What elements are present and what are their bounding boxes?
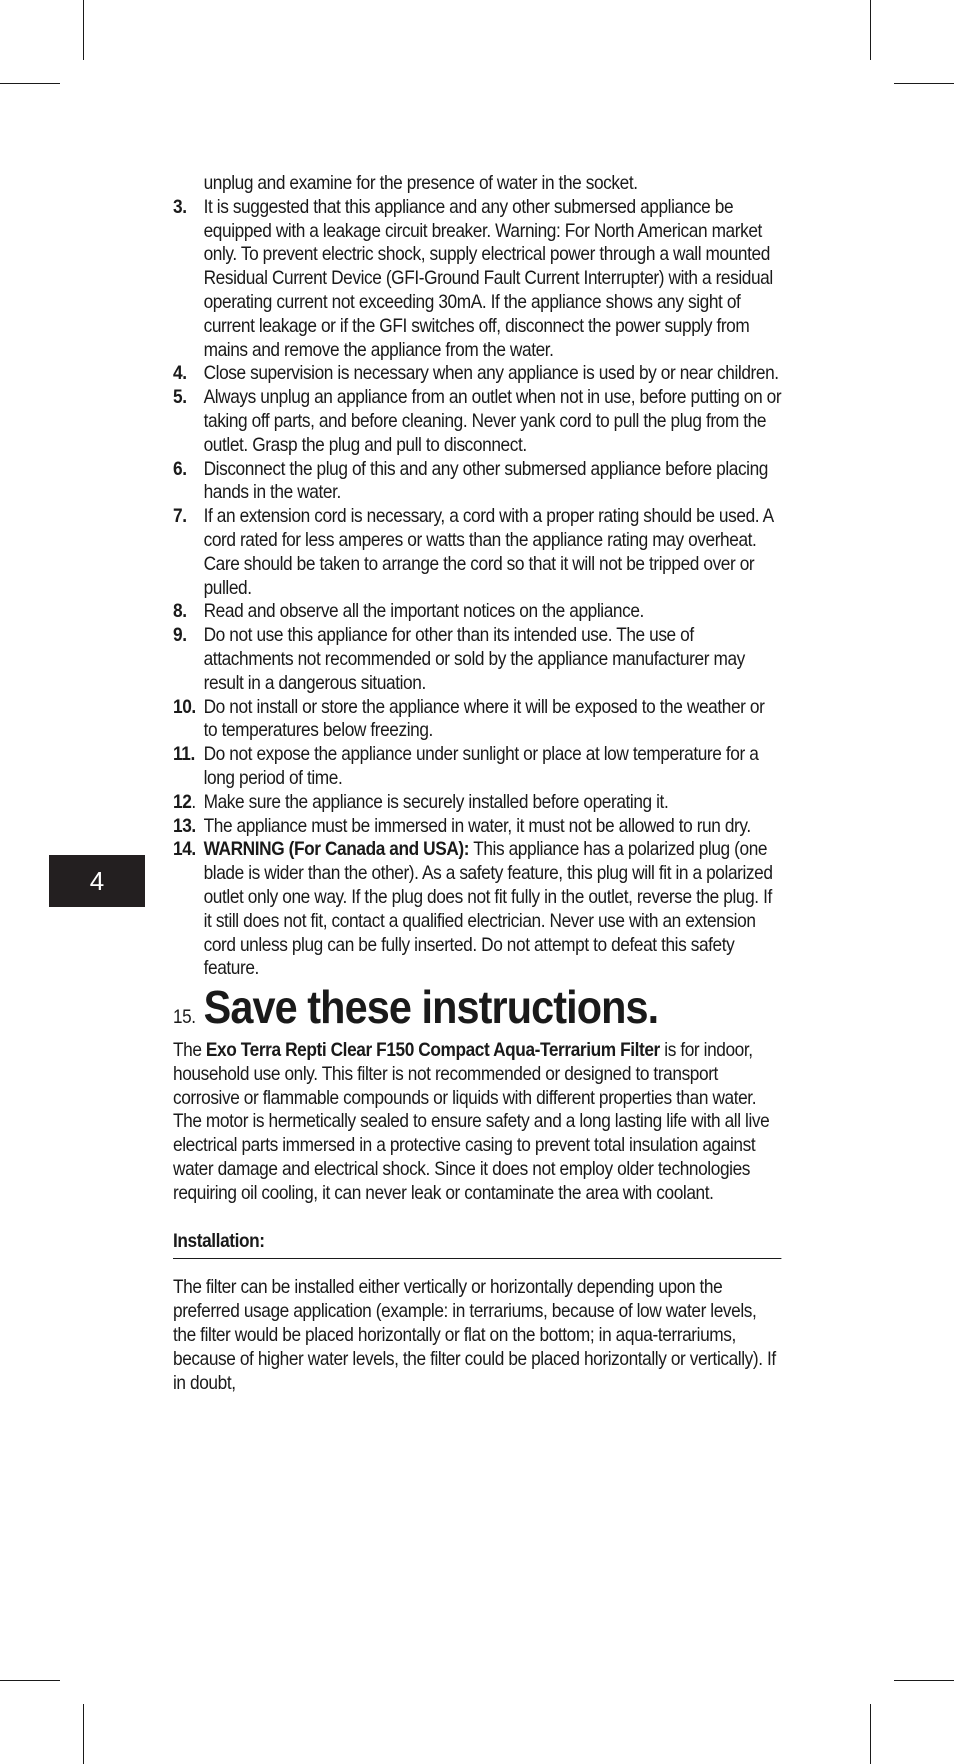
save-instructions-row xyxy=(173,981,781,1033)
item-text: If an extension cord is necessary, a cord with a proper rating should be used. A cord rated for less amperes or watts than the appliance rating may overheat. Care should be taken to arrange the cord so that it will not be tripped over or pulled. xyxy=(203,506,773,599)
item-text: Close supervision is necessary when any appliance is used by or near children. xyxy=(203,363,779,385)
item-text: Make sure the appliance is securely installed before operating it. xyxy=(203,791,669,813)
item-number: 7. xyxy=(173,506,187,528)
description-prefix: The xyxy=(173,1040,206,1062)
item-text: Do not use this appliance for other than its intended use. The use of attachments not recommended or sold by the appliance manufacturer may result in a dangerous situation. xyxy=(203,625,745,694)
item-text: Do not install or store the appliance where it will be exposed to the weather or to temperatures below freezing. xyxy=(203,696,765,742)
item-number: 9. xyxy=(173,625,187,647)
list-item xyxy=(173,505,781,600)
item-text: Do not expose the appliance under sunlight or place at low temperature for a long period of time. xyxy=(203,744,759,789)
item-number: 14. xyxy=(173,839,196,861)
description-text: is for indoor, household use only. This filter is not recommended or designed to transport corrosive or flammable compounds or liquids with different properties than water. The motor is hermetically sealed to ensure safety and a long lasting life with all live electrical parts immersed in a protective casing to prevent total insulation against water damage and electrical shock. Since it does not employ older technologies requiring oil cooling, it can never leak or contaminate the area with coolant. xyxy=(173,1040,770,1204)
crop-mark-bottom-right-horizontal xyxy=(894,1680,954,1681)
item-number: 13. xyxy=(173,815,196,837)
list-item xyxy=(173,815,781,839)
item-number-digits: 12 xyxy=(173,791,192,813)
crop-mark-top-right-horizontal xyxy=(894,83,954,84)
warning-text: This appliance has a polarized plug (one blade is wider than the other). As a safety feature, this plug will fit in a polarized outlet only one way. If the plug does not fit fully in the outlet, reverse the plug. If it still does not fit, contact a qualified electrician. Never use with an extension cord unless plug can be fully inserted. Do not attempt to defeat this safety feature. xyxy=(203,839,773,980)
item-number: 8. xyxy=(173,601,187,623)
item-text: It is suggested that this appliance and any other submersed appliance be equipped with a leakage circuit breaker. Warning: For North American market only. To prevent electric shock, supply electrical power through a wall mounted Residual Current Device (GFI-Ground Fault Current Interrupter) with a residual operating current not exceeding 30mA. If the appliance shows any sight of current leakage or if the GFI switches off, disconnect the power supply from mains and remove the appliance from the water. xyxy=(203,196,773,361)
item-text: The appliance must be immersed in water, it must not be allowed to run dry. xyxy=(203,815,751,837)
list-item xyxy=(173,196,781,363)
crop-mark-bottom-left-horizontal xyxy=(0,1680,60,1681)
continuation-text: unplug and examine for the presence of water in the socket. xyxy=(203,173,638,194)
list-item xyxy=(173,386,781,457)
installation-heading: Installation: xyxy=(173,1230,265,1252)
list-item xyxy=(173,600,781,624)
section-divider xyxy=(173,1258,781,1259)
warning-label: WARNING (For Canada and USA): xyxy=(203,839,470,861)
item-text: Always unplug an appliance from an outlet when not in use, before putting on or taking off parts, and before cleaning. Never yank cord to pull the plug from the outlet. Grasp the plug and pull to disconnect. xyxy=(203,387,782,456)
item-number: 10. xyxy=(173,696,196,718)
list-item xyxy=(173,838,781,981)
list-item xyxy=(173,696,781,744)
list-item xyxy=(173,743,781,791)
crop-mark-top-left-vertical xyxy=(83,0,84,60)
crop-mark-top-right-vertical xyxy=(870,0,871,60)
item-text: Read and observe all the important notices on the appliance. xyxy=(203,601,644,623)
item-number: 4. xyxy=(173,363,187,385)
list-item xyxy=(173,624,781,695)
item-number xyxy=(173,791,204,815)
list-item xyxy=(173,791,781,815)
installation-text: The filter can be installed either vertically or horizontally depending upon the preferred usage application (example: in terrariums, because of low water levels, the filter would be placed horizontally or flat on the bottom; in aqua-terrariums, because of higher water levels, the filter could be placed horizontally or vertically). If in doubt, xyxy=(173,1277,776,1394)
list-item xyxy=(173,362,781,386)
item-text xyxy=(204,838,782,981)
document-body xyxy=(173,172,781,1395)
item-number-period: . xyxy=(191,791,196,813)
item-number: 11. xyxy=(173,744,195,766)
page-number-tab: 4 xyxy=(49,855,145,907)
product-description xyxy=(173,1039,781,1206)
crop-mark-top-left-horizontal xyxy=(0,83,60,84)
product-name: Exo Terra Repti Clear F150 Compact Aqua-Terrarium Filter xyxy=(205,1040,660,1062)
item-number: 15. xyxy=(173,1007,196,1029)
item-number: 3. xyxy=(173,196,187,218)
item-text: Disconnect the plug of this and any other submersed appliance before placing hands in the water. xyxy=(203,458,769,504)
list-item xyxy=(173,458,781,506)
crop-mark-bottom-right-vertical xyxy=(870,1704,871,1764)
save-instructions-title: Save these instructions. xyxy=(203,981,659,1034)
item-number: 6. xyxy=(173,458,187,480)
crop-mark-bottom-left-vertical xyxy=(83,1704,84,1764)
item-number: 5. xyxy=(173,387,187,409)
